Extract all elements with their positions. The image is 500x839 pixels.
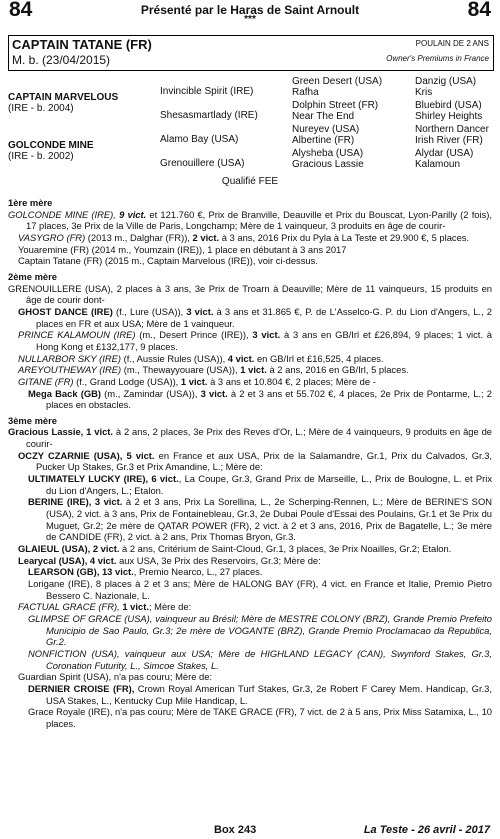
m2-entry-2: GHOST DANCE (IRE) (f., Lure (USA)), 3 vict. à 3 ans et 31.865 €, P. de L'Asselco-G. P. du Lion d'Angers, L., 2 places en FR et aux USA; Mère de 1 vainqueur. xyxy=(18,305,492,329)
stars: *** xyxy=(244,14,256,25)
horse-title-box xyxy=(8,35,494,71)
gen4-2: Kris xyxy=(415,87,433,98)
m3-entry-2: OCZY CZARNIE (USA), 5 vict. en France et aux USA, Prix de la Salamandre, Gr.1, Prix du Calvados, Gr.3, Pucker Up Stakes, Gr.3 et Prix Amandine, L.; Mère de: xyxy=(18,449,493,473)
gen3-7: Alysheba (USA) xyxy=(292,148,364,159)
dam-name: GOLCONDE MINE xyxy=(8,140,94,151)
section-second-dam: 2ème mère xyxy=(8,270,57,282)
section-third-dam: 3ème mère xyxy=(8,414,57,426)
gen4-3: Bluebird (USA) xyxy=(415,100,482,111)
gen3-5: Nureyev (USA) xyxy=(292,124,360,135)
owner-premiums-note: Owner's Premiums in France xyxy=(386,54,489,63)
sale-date: La Teste - 26 avril - 2017 xyxy=(363,824,490,836)
sire-name: CAPTAIN MARVELOUS xyxy=(8,92,119,103)
m1-entry-1: GOLCONDE MINE (IRE), 9 vict. et 121.760 €, Prix de Branville, Deauville et Prix du Bouscat, Lyon-Parilly (2 fois), 17 places, 3e Prix de la Ville de Paris, Longchamp; Mère de 1 vainqueur, 3 produits en âge de courir- xyxy=(8,208,493,232)
gen3-1: Green Desert (USA) xyxy=(292,76,383,87)
gen3-8: Gracious Lassie xyxy=(292,159,364,170)
horse-name: CAPTAIN TATANE (FR) xyxy=(12,37,152,52)
m3-entry-11: NONFICTION (USA), vainqueur aux USA; Mère de HIGHLAND LEGACY (CAN), Swynford Stakes, Gr.3, Coronation Futurity, L., Simcoe Stakes, L. xyxy=(28,647,492,671)
m3-entry-7: LEARSON (GB), 13 vict., Premio Nearco, L., 27 places. xyxy=(28,566,263,578)
gen4-6: Irish River (FR) xyxy=(415,135,483,146)
gen4-4: Shirley Heights xyxy=(415,111,483,122)
dam-info: (IRE - b. 2002) xyxy=(8,151,74,162)
m2-entry-7: Mega Back (GB) (m., Zamindar (USA)), 3 vict. à 2 et 3 ans et 55.702 €, 4 places, 2e Prix de Pontarme, L.; 2 places en obstacles. xyxy=(28,387,492,411)
gen4-5: Northern Dancer xyxy=(415,124,489,135)
gen4-8: Kalamoun xyxy=(415,159,461,170)
gen3-4: Near The End xyxy=(292,111,355,122)
m2-entry-3: PRINCE KALAMOUN (IRE) (m., Desert Prince (IRE)), 3 vict. à 3 ans en GB/Irl et £26,894, 9 places; 1 vict. à Hong Kong et £132,177, 9 places. xyxy=(18,329,493,352)
m1-entry-2: VASYGRO (FR) (2013 m., Dalghar (FR)), 2 vict. à 3 ans, 2016 Prix du Pyla à La Teste et 29.900 €, 5 places. xyxy=(18,231,470,243)
page-header xyxy=(0,0,500,30)
m2-entry-1: GRENOUILLERE (USA), 2 places à 3 ans, 3e Prix de Troarn à Deauville; Mère de 11 vainqueurs, 15 produits en âge de courir dont- xyxy=(8,282,492,306)
m3-entry-6: Learycal (USA), 4 vict. aux USA, 3e Prix des Reservoirs, Gr.3; Mère de: xyxy=(18,554,321,566)
m1-entry-4: Captain Tatane (FR) (2015 m., Captain Marvelous (IRE)), voir ci-dessus. xyxy=(18,255,318,267)
gen3-6: Albertine (FR) xyxy=(292,135,355,146)
gen3-3: Dolphin Street (FR) xyxy=(292,100,379,111)
m2-entry-4: NULLARBOR SKY (IRE) (f., Aussie Rules (USA)), 4 vict. en GB/Irl et £16,525, 4 places. xyxy=(18,352,384,364)
m2-entry-6: GITANE (FR) (f., Grand Lodge (USA)), 1 vict. à 3 ans et 10.804 €, 2 places; Mère de - xyxy=(18,375,376,387)
gen2-1: Invincible Spirit (IRE) xyxy=(160,86,254,97)
m3-entry-3: ULTIMATELY LUCKY (IRE), 6 vict., La Coupe, Gr.3, Grand Prix de Marseille, L., Prix de Boulogne, L. et Prix du Lion d'Angers, L.; Etalon. xyxy=(28,473,493,496)
m3-entry-1: Gracious Lassie, 1 vict. à 2 ans, 2 places, 3e Prix des Reves d'Or, L.; Mère de 4 vainqueurs, 9 produits en âge de courir- xyxy=(8,426,493,450)
box-number: Box 243 xyxy=(214,824,257,836)
m3-entry-12: Guardian Spirit (USA), n'a pas couru; Mère de: xyxy=(18,671,213,683)
section-first-dam: 1ère mère xyxy=(8,197,53,208)
presented-by: Présenté par le Haras de Saint Arnoult xyxy=(140,3,360,17)
m3-entry-9: FACTUAL GRACE (FR), 1 vict.; Mère de: xyxy=(18,601,192,613)
lot-number-right: 84 xyxy=(467,0,491,21)
gen2-2: Shesasmartlady (IRE) xyxy=(160,110,258,121)
gen4-1: Danzig (USA) xyxy=(415,76,477,87)
m3-entry-8: Lorigane (IRE), 8 places à 2 et 3 ans; Mère de HALONG BAY (FR), 4 vict. en France et Italie, Premio Pietro Bessero C. Nazionale, L. xyxy=(28,578,492,601)
m3-entry-10: GLIMPSE OF GRACE (USA), vainqueur au Brésil; Mère de MESTRE COLONY (BRZ), Grande Premio Prefeito Municipio de Sao Paulo, Gr.3; 2e mère de VOGANTE (BRZ), Grande Premio Proclamacao da Republica, Gr.2. xyxy=(28,612,492,648)
gen2-4: Grenouillere (USA) xyxy=(160,158,245,169)
m1-entry-3: Youaremine (FR) (2014 m., Youmzain (IRE)), 1 place en débutant à 3 ans 2017 xyxy=(18,243,347,255)
sex-age: POULAIN DE 2 ANS xyxy=(415,39,489,48)
catalogue-text xyxy=(8,193,492,730)
page-footer xyxy=(0,824,500,838)
lot-number-left: 84 xyxy=(9,0,33,21)
m2-entry-5: AREYOUTHEWAY (IRE) (m., Thewayyouare (USA)), 1 vict. à 2 ans, 2016 en GB/Irl, 5 places. xyxy=(18,364,409,376)
m3-entry-5: GLAIEUL (USA), 2 vict. à 2 ans, Critérium de Saint-Cloud, Gr.1, 3 places, 3e Prix Noailles, Gr.2; Etalon. xyxy=(18,543,452,555)
sire-info: (IRE - b. 2004) xyxy=(8,103,74,114)
m3-entry-13: DERNIER CROISE (FR), Crown Royal American Turf Stakes, Gr.3, 2e Robert F Carey Mem. Handicap, Gr.3, USA Stakes, L., Kentucky Cup Mile Handicap, L. xyxy=(28,682,492,706)
gen4-7: Alydar (USA) xyxy=(415,148,474,159)
horse-birth: M. b. (23/04/2015) xyxy=(12,53,111,67)
m3-entry-14: Grace Royale (IRE), n'a pas couru; Mère de TAKE GRACE (FR), 7 vict. de 2 à 5 ans, Prix Miss Satamixa, L., 10 places. xyxy=(28,706,492,729)
m3-entry-4: BERINE (IRE), 3 vict. à 2 et 3 ans, Prix La Sorellina, L., 2e Scherping-Rennen, L.; Mère de BERINE'S SON (USA), 2 vict. à 3 ans, Prix de Fontainebleau, Gr.3, 2e Dubai Poule d'Essai des Poulains, Gr.1 et 3e Prix du Muguet, Gr.2; 2e mère de QATAR POWER (FR), 2 vict. à 2 et 3 ans, 2016, Prix de Bagatelle, L.; 3e mère de CANDIDE (FR), 2 vict. à 2 ans, Prix Thomas Bryon, Gr.3. xyxy=(28,496,493,543)
qualified-fee: Qualifié FEE xyxy=(221,176,279,187)
gen3-2: Rafha xyxy=(292,87,319,98)
gen2-3: Alamo Bay (USA) xyxy=(160,134,239,145)
